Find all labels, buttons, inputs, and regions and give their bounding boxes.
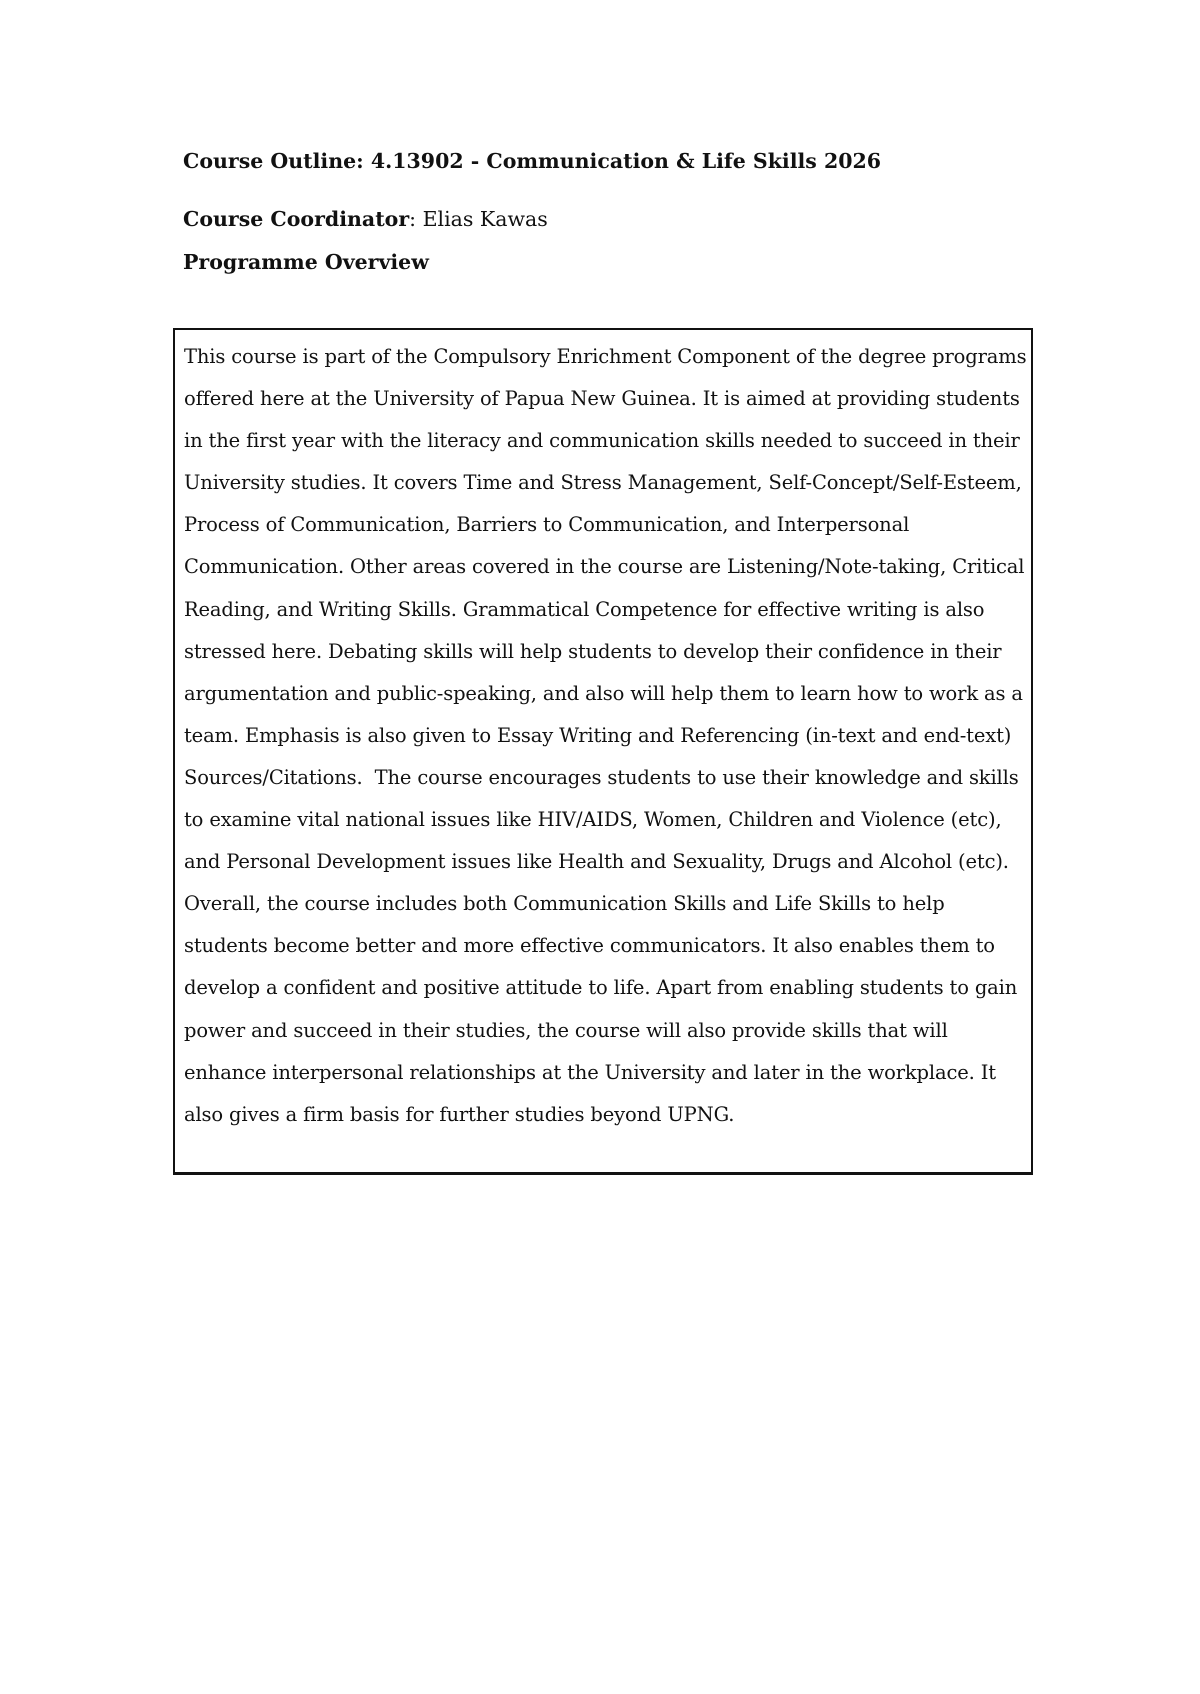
overview-line: Sources/Citations. The course encourages students to use their knowledge and skills [184, 765, 1019, 789]
overview-line: Overall, the course includes both Communication Skills and Life Skills to help [184, 892, 945, 916]
overview-line: to examine vital national issues like HIV/AIDS, Women, Children and Violence (etc), [184, 808, 1002, 832]
overview-line: offered here at the University of Papua New Guinea. It is aimed at providing students [184, 387, 1020, 411]
overview-line: team. Emphasis is also given to Essay Writing and Referencing (in-text and end-text) [184, 723, 1012, 747]
overview-line: This course is part of the Compulsory Enrichment Component of the degree programs [184, 345, 1027, 368]
programme-overview-text [184, 336, 1031, 1136]
overview-line: Communication. Other areas covered in the course are Listening/Note-taking, Critical [184, 555, 1025, 579]
overview-line: Reading, and Writing Skills. Grammatical Competence for effective writing is also [184, 597, 985, 621]
overview-line: in the first year with the literacy and communication skills needed to succeed in their [184, 429, 1020, 453]
course-coordinator-label: Course Coordinator [183, 207, 410, 231]
overview-line: also gives a firm basis for further studies beyond UPNG. [184, 1102, 735, 1126]
overview-line: Process of Communication, Barriers to Communication, and Interpersonal [184, 513, 910, 537]
course-coordinator-separator: : [409, 207, 423, 231]
overview-line: stressed here. Debating skills will help students to develop their confidence in their [184, 639, 1002, 663]
overview-line: argumentation and public-speaking, and also will help them to learn how to work as a [184, 681, 1023, 705]
programme-overview-heading: Programme Overview [183, 250, 429, 274]
overview-line: and Personal Development issues like Health and Sexuality, Drugs and Alcohol (etc). [184, 850, 1009, 874]
overview-line: enhance interpersonal relationships at the University and later in the workplace. It [184, 1060, 996, 1084]
overview-line: students become better and more effective communicators. It also enables them to [184, 934, 995, 958]
course-outline-title: Course Outline: 4.13902 - Communication & Life Skills 2026 [183, 149, 882, 173]
programme-overview-box [173, 328, 1033, 1175]
overview-line: University studies. It covers Time and Stress Management, Self-Concept/Self-Esteem, [184, 471, 1022, 495]
overview-line: develop a confident and positive attitude to life. Apart from enabling students to gain [184, 976, 1018, 1000]
overview-line: power and succeed in their studies, the course will also provide skills that will [184, 1018, 948, 1042]
course-coordinator-name: Elias Kawas [422, 207, 548, 231]
course-coordinator-line [183, 206, 548, 232]
